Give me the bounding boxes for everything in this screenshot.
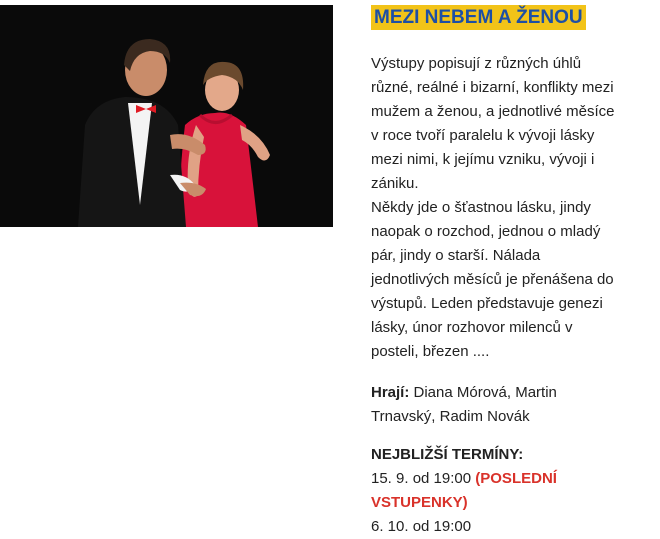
show-description: Výstupy popisují z různých úhlů různé, reálné i bizarní, konflikty mezi mužem a ženou, a jednotlivé měsíce v roce tvoří paralelu k vývoji lásky mezi nimi, k jejímu vzniku, vývoji i zániku. Někdy jde o šťastnou lásku, jindy naopak o rozchod, jednou o mladý pár, jindy o starší. Nálada jednotlivých měsíců je přenášena do výstupů. Leden představuje genezi lásky, únor rozhovor milenců v posteli, březen ....	[371, 55, 615, 360]
cast-names: Diana Mórová, Martin Trnavský, Radim Novák	[371, 384, 557, 425]
show-photo	[0, 5, 333, 227]
stage-photo-illustration	[0, 5, 333, 227]
date-entry[interactable]	[371, 515, 651, 539]
cast-label: Hrají:	[371, 384, 410, 401]
date-text: 6. 10. od 19:00	[371, 518, 472, 535]
dates-heading: NEJBLIŽŠÍ TERMÍNY:	[371, 446, 524, 463]
show-info	[371, 5, 651, 539]
cast-line	[371, 381, 651, 429]
tickets-warning: (POSLEDNÍ VSTUPENKY)	[371, 470, 557, 511]
date-entry[interactable]	[371, 467, 651, 515]
show-title[interactable]: MEZI NEBEM A ŽENOU	[371, 5, 586, 30]
date-text: 15. 9. od 19:00	[371, 470, 476, 487]
